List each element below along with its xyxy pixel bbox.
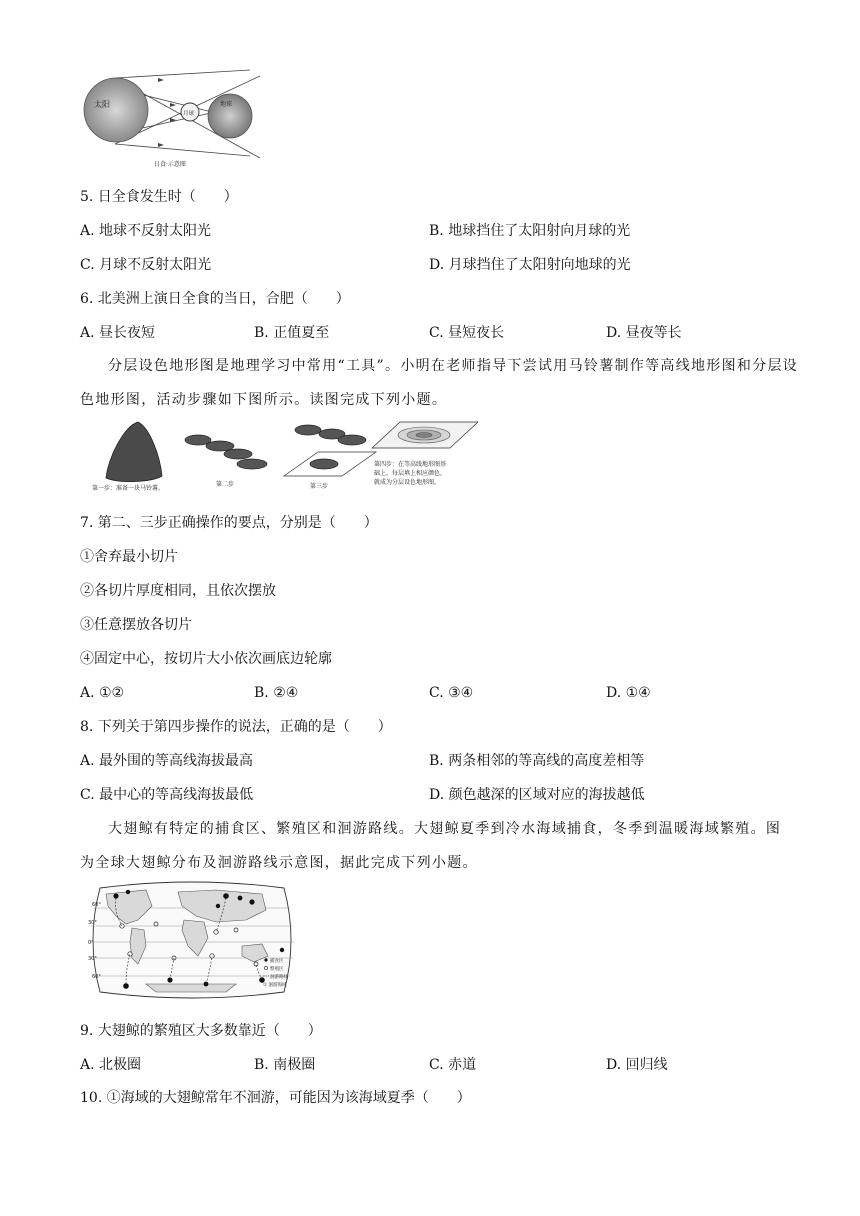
q7-item-3: ③任意摆放各切片 [80, 617, 192, 633]
lat-label-5: 60° [92, 974, 101, 980]
legend-marker: ① 洄游海域 [263, 983, 287, 988]
sun-label: 太阳 [94, 100, 110, 109]
q8-option-b[interactable]: B. 两条相邻的等高线的高度差相等 [429, 753, 645, 769]
q8-stem: 8. 下列关于第四步操作的说法，正确的是（ ） [80, 719, 392, 735]
lat-label-2: 30° [88, 920, 97, 926]
sun-shape [84, 78, 148, 142]
lat-label-4: 30° [88, 956, 97, 962]
earth-label: 地球 [220, 101, 233, 108]
q7-option-d[interactable]: D. ①④ [606, 685, 651, 701]
q7-stem: 7. 第二、三步正确操作的要点，分别是（ ） [80, 515, 378, 531]
q6-option-c[interactable]: C. 昼短夜长 [429, 325, 505, 341]
passage1-line2: 色地形图，活动步骤如下图所示。读图完成下列小题。 [80, 392, 448, 408]
moon-label: 月球 [183, 111, 195, 117]
legend-feeding: 捕食区 [270, 959, 284, 964]
q5-stem: 5. 日全食发生时（ ） [80, 189, 238, 205]
passage2-line1: 大翅鲸有特定的捕食区、繁殖区和洄游路线。大翅鲸夏季到冷水海域捕食，冬季到温暖海域繁殖。图 [108, 821, 782, 837]
q9-option-d[interactable]: D. 回归线 [606, 1057, 668, 1073]
q8-option-a[interactable]: A. 最外围的等高线海拔最高 [80, 753, 254, 769]
step2-caption: 第二步 [216, 481, 235, 488]
q7-item-1: ①舍弃最小切片 [80, 549, 178, 565]
lat-label-3: 0° [88, 940, 94, 946]
q9-stem: 9. 大翅鲸的繁殖区大多数靠近（ ） [80, 1023, 322, 1039]
eclipse-caption: 日食·示意图 [154, 161, 186, 168]
passage1-line1: 分层设色地形图是地理学习中常用“工具”。小明在老师指导下尝试用马铃薯制作等高线地形图和分层设 [108, 358, 799, 374]
q10-stem: 10. ①海域的大翅鲸常年不洄游，可能因为该海域夏季（ ） [80, 1090, 471, 1106]
legend-route: 洄游路线 [270, 975, 288, 980]
q9-option-a[interactable]: A. 北极圈 [80, 1057, 142, 1073]
step1-caption: 第一步：准备一块马铃薯。 [92, 485, 165, 492]
q6-stem: 6. 北美洲上演日全食的当日，合肥（ ） [80, 291, 350, 307]
potato-shape [106, 422, 162, 482]
step3-caption: 第三步 [310, 483, 329, 490]
q5-option-c[interactable]: C. 月球不反射太阳光 [80, 257, 212, 273]
q8-option-d[interactable]: D. 颜色越深的区域对应的海拔越低 [429, 787, 645, 803]
q7-option-a[interactable]: A. ①② [80, 685, 125, 701]
q9-option-b[interactable]: B. 南极圈 [254, 1057, 316, 1073]
q9-option-c[interactable]: C. 赤道 [429, 1057, 477, 1073]
step4-caption-line1: 第四步：在等高线地形图基 [374, 461, 447, 468]
q6-option-a[interactable]: A. 昼长夜短 [80, 325, 156, 341]
q7-option-c[interactable]: C. ③④ [429, 685, 474, 701]
lat-label-1: 60° [92, 902, 101, 908]
q6-option-b[interactable]: B. 正值夏至 [254, 325, 330, 341]
step4-caption-line3: 就成为分层设色地形图。 [374, 479, 441, 486]
eclipse-diagram [80, 66, 280, 172]
q5-option-b[interactable]: B. 地球挡住了太阳射向月球的光 [429, 223, 631, 239]
q6-option-d[interactable]: D. 昼夜等长 [606, 325, 682, 341]
passage2-line2: 为全球大翅鲸分布及洄游路线示意图，据此完成下列小题。 [80, 855, 478, 871]
q7-item-4: ④固定中心，按切片大小依次画底边轮廓 [80, 651, 332, 667]
q8-option-c[interactable]: C. 最中心的等高线海拔最低 [80, 787, 254, 803]
q5-option-a[interactable]: A. 地球不反射太阳光 [80, 223, 212, 239]
q7-option-b[interactable]: B. ②④ [254, 685, 299, 701]
q5-option-d[interactable]: D. 月球挡住了太阳射向地球的光 [429, 257, 631, 273]
step4-caption-line2: 础上，每层填上相应颜色， [374, 470, 447, 477]
whale-distribution-map [86, 880, 298, 1000]
legend-breeding: 繁殖区 [270, 967, 284, 972]
q7-item-2: ②各切片厚度相同，且依次摆放 [80, 583, 276, 599]
potato-steps-figure [86, 418, 478, 496]
